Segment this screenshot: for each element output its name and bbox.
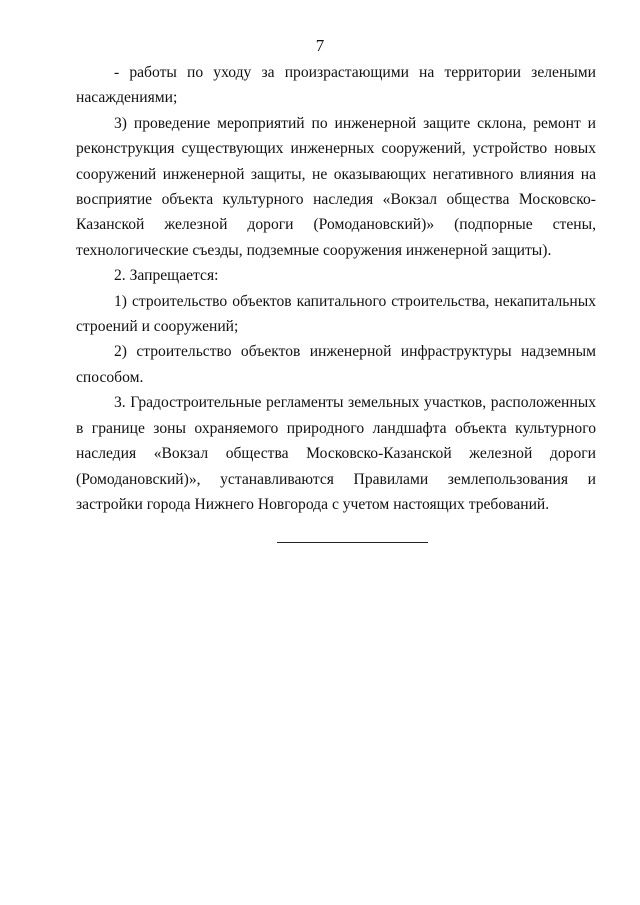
paragraph-slope-protection: 3) проведение мероприятий по инженерной защите склона, ремонт и реконструкция существующих инженерных сооружений, устройство новых сооружений инженерной защиты, не оказывающих негативного влияния на восприятие объекта культурного наследия «Вокзал общества Московско-Казанской железной дороги (Ромодановский)» (подпорные стены, технологические съезды, подземные сооружения инженерной защиты). bbox=[76, 114, 596, 259]
paragraph-urban-planning-regulations: 3. Градостроительные регламенты земельных участков, расположенных в границе зоны охраняемого природного ландшафта объекта культурного наследия «Вокзал общества Московско-Казанской железной дороги (Ромодановский)», устанавливаются Правилами землепользования и застройки города Нижнего Новгорода с учетом настоящих требований. bbox=[76, 394, 596, 513]
paragraph-engineering-infrastructure: 2) строительство объектов инженерной инфраструктуры надземным способом. bbox=[76, 343, 596, 386]
paragraph-prohibited-heading: 2. Запрещается: bbox=[114, 267, 219, 285]
document-body bbox=[76, 60, 596, 517]
end-divider-line bbox=[277, 542, 428, 543]
paragraph-planting-care: - работы по уходу за произрастающими на территории зелеными насаждениями; bbox=[76, 64, 596, 107]
paragraph-capital-construction: 1) строительство объектов капитального строительства, некапитальных строений и сооружений; bbox=[76, 292, 596, 336]
page-number: 7 bbox=[315, 36, 325, 55]
